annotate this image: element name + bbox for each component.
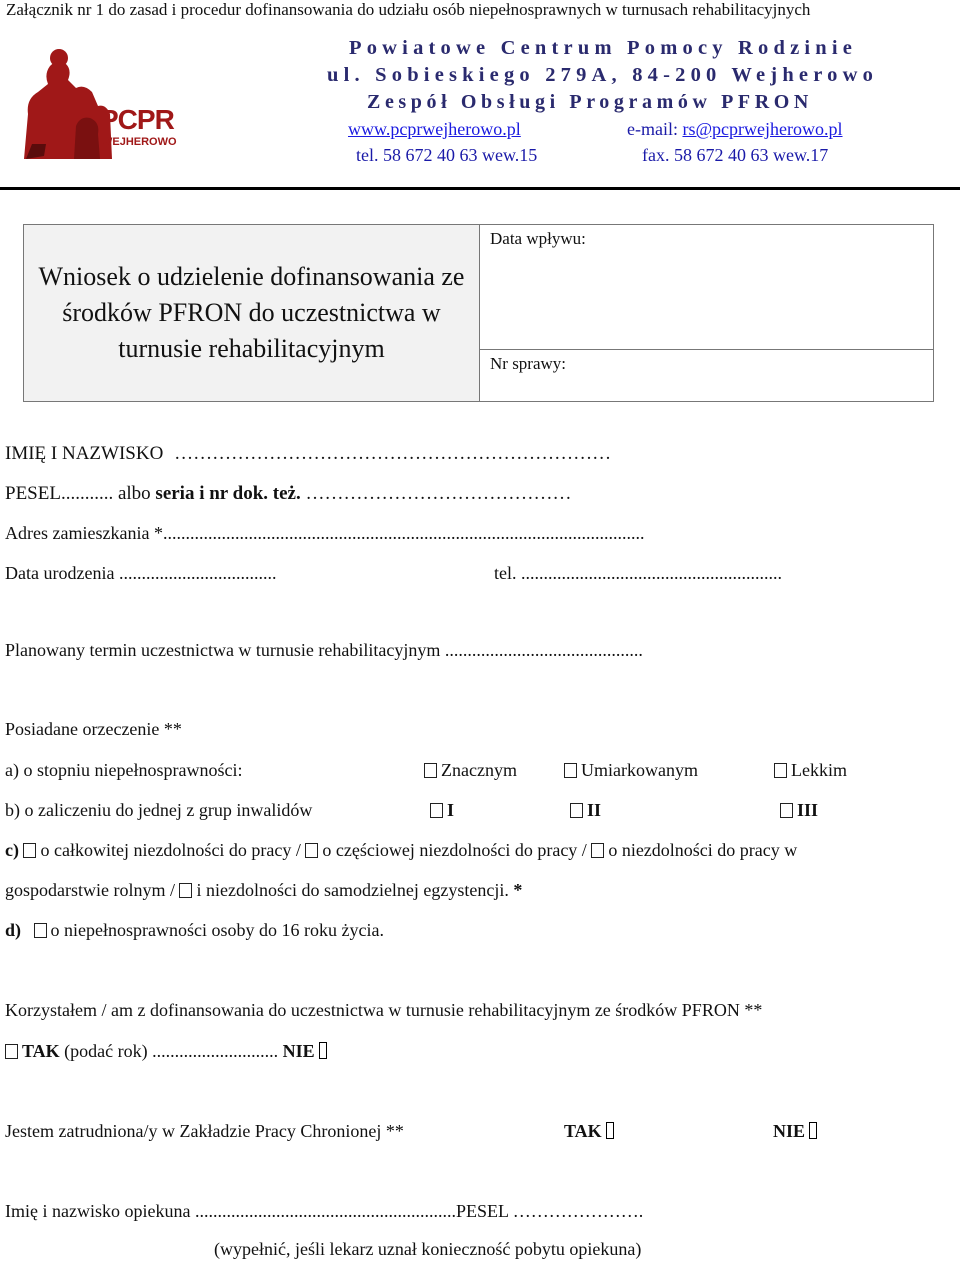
child-disability-line [5,920,384,941]
option-group-iii[interactable] [780,800,818,821]
certificate-asterisks: ** [163,719,182,739]
pfron-used-question [5,1000,762,1021]
independent-existence-label: i niezdolności do samodzielnej egzystencji. [196,880,509,900]
option-group-i[interactable] [430,800,454,821]
farm-incapacity-label: o niezdolności do pracy w [608,840,798,860]
employment-text: Jestem zatrudniona/y w Zakładzie Pracy Chronionej [5,1121,386,1141]
invalid-group-label: b) o zaliczeniu do jednej z grup inwalidów [5,800,313,820]
checkbox-icon[interactable] [564,763,577,778]
certificate-heading-text: Posiadane orzeczenie [5,719,164,739]
employment-asterisks: ** [385,1121,404,1141]
logo-text: PCPR [100,104,174,135]
received-date-cell [480,225,933,350]
work-incapacity-line-2 [5,880,522,901]
checkbox-icon[interactable] [591,843,604,858]
employment-yes-option[interactable] [564,1121,614,1142]
checkbox-icon[interactable] [774,763,787,778]
guardian-field[interactable]: Imię i nazwisko opiekuna ..........................................................PESEL …………………. [5,1201,644,1221]
fax: fax. 58 672 40 63 wew.17 [642,145,829,165]
phone: tel. 58 672 40 63 wew.15 [356,145,538,165]
checkbox-icon[interactable] [34,923,47,938]
document-dots: …………………………………… [300,483,572,504]
checkbox-icon[interactable] [424,763,437,778]
birthdate-field[interactable]: Data urodzenia ................................... [5,563,277,583]
address-label: Adres zamieszkania [5,523,154,543]
total-incapacity-label: o całkowitej niezdolności do pracy / [40,840,301,860]
case-number-label: Nr sprawy: [490,354,567,373]
address-asterisk: * [153,523,163,543]
attachment-note: Załącznik nr 1 do zasad i procedur dofinansowania do udziału osób niepełnosprawnych w turnusach rehabilitacyjnych [6,0,811,19]
application-header-box [23,224,934,402]
farm-label: gospodarstwie rolnym / [5,880,175,900]
logo-subtext: WEJHEROWO [102,136,177,148]
employment-no-option[interactable] [773,1121,817,1142]
option-label: III [797,800,819,820]
employment-question [5,1121,404,1142]
form-title: Wniosek o udzielenie dofinansowania ze środków PFRON do uczestnictwa w turnusie rehabilitacyjnym [38,262,465,363]
address-field[interactable] [5,523,644,544]
pesel-dots: ........... [60,483,114,504]
option-lekkim[interactable] [774,760,847,781]
option-label: Znacznym [441,760,517,780]
option-label: Umiarkowanym [581,760,698,780]
certificate-heading [5,719,182,740]
org-department: Zespół Obsługi Programów PFRON [367,91,813,113]
pfron-used-asterisks: ** [744,1000,763,1020]
email-line [627,119,843,140]
pfron-used-answer [5,1041,327,1062]
pesel-field[interactable] [5,483,571,505]
option-label: I [447,800,455,820]
option-label: II [587,800,602,820]
pcpr-logo [14,44,177,164]
received-date-label: Data wpływu: [490,229,586,248]
website-link[interactable]: www.pcprwejherowo.pl [348,119,521,139]
pfron-year-hint[interactable]: (podać rok) ............................ [59,1041,279,1061]
employment-no-label: NIE [773,1121,806,1141]
checkbox-icon[interactable] [319,1042,327,1059]
work-incapacity-line [5,840,797,861]
checkbox-icon[interactable] [179,883,192,898]
org-name: Powiatowe Centrum Pomocy Rodzinie [349,37,858,59]
option-label: Lekkim [791,760,847,780]
phone-field[interactable]: tel. .......................................................... [494,563,782,583]
checkbox-icon[interactable] [305,843,318,858]
name-label: IMIĘ I NAZWISKO [5,443,164,464]
checkbox-icon[interactable] [5,1044,18,1059]
pfron-used-text: Korzystałem / am z dofinansowania do uczestnictwa w turnusie rehabilitacyjnym ze środków PFRON [5,1000,745,1020]
pesel-label: PESEL [5,483,61,504]
email-label: e-mail: [627,119,683,139]
pfron-no-label: NIE [282,1041,315,1061]
header-divider [0,187,960,190]
document-label: seria i nr dok. też. [155,483,301,504]
org-address: ul. Sobieskiego 279A, 84-200 Wejherowo [327,64,879,86]
address-dots: ........................................................................................................... [162,523,645,543]
item-d-prefix: d) [5,920,22,940]
planned-term-field[interactable]: Planowany termin uczestnictwa w turnusie rehabilitacyjnym ............................................ [5,640,643,660]
item-c-prefix: c) [5,840,19,860]
name-field[interactable] [5,443,611,465]
option-umiarkowanym[interactable] [564,760,698,781]
name-dots: …………………………………………………………… [174,443,612,464]
checkbox-icon[interactable] [809,1122,817,1139]
checkbox-icon[interactable] [23,843,36,858]
pfron-yes-label: TAK [22,1041,60,1061]
option-group-ii[interactable] [570,800,601,821]
checkbox-icon[interactable] [780,803,793,818]
partial-incapacity-label: o częściowej niezdolności do pracy / [322,840,587,860]
option-znacznym[interactable] [424,760,517,781]
guardian-note: (wypełnić, jeśli lekarz uznał konieczność pobytu opiekuna) [214,1239,642,1259]
pesel-or: albo [113,483,156,504]
checkbox-icon[interactable] [570,803,583,818]
child-disability-label: o niepełnosprawności osoby do 16 roku życia. [50,920,384,940]
form-title-cell [24,225,480,401]
disability-degree-label: a) o stopniu niepełnosprawności: [5,760,243,780]
employment-yes-label: TAK [564,1121,602,1141]
email-link[interactable]: rs@pcprwejherowo.pl [682,119,843,139]
checkbox-icon[interactable] [430,803,443,818]
checkbox-icon[interactable] [606,1122,614,1139]
item-c-asterisk: * [508,880,523,900]
